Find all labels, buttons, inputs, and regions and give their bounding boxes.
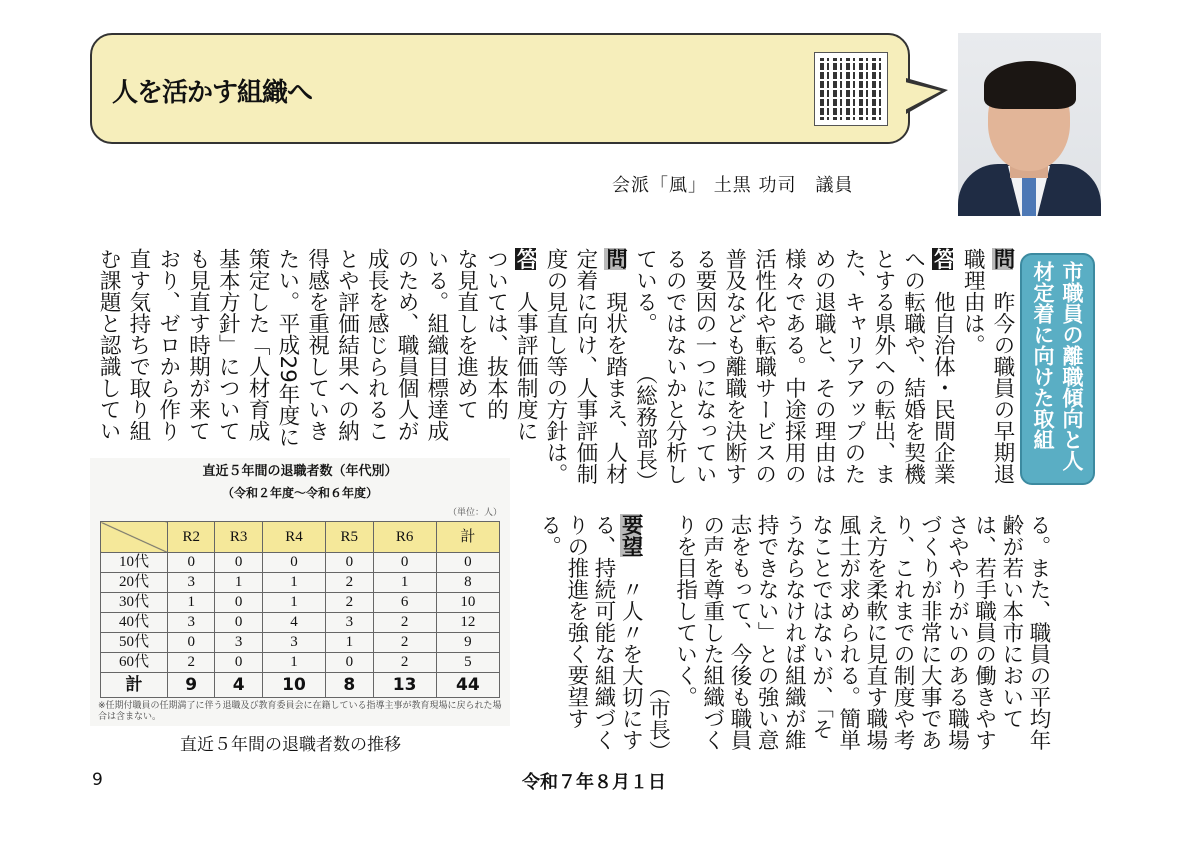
column-main	[506, 248, 539, 442]
text-column	[298, 248, 328, 450]
text-column	[536, 248, 569, 492]
table-cell: 1	[215, 573, 262, 593]
column-text: りを目指していく。	[672, 514, 698, 708]
table-cell: 6	[373, 593, 436, 613]
article-title	[1020, 253, 1095, 485]
column-text: 風土が求められる。簡単	[835, 514, 861, 751]
column-main	[832, 514, 859, 751]
column-main	[298, 248, 328, 442]
column-text: づくりが非常に大事であ	[917, 514, 943, 751]
text-column	[89, 248, 122, 450]
column-main	[596, 248, 626, 485]
column-text: さややりがいのある職場	[944, 514, 970, 751]
figure-subtitle: （令和２年度～令和６年度）	[221, 486, 378, 500]
column-header: R6	[373, 522, 436, 553]
column-main	[924, 248, 954, 485]
table-cell: 0	[436, 553, 499, 573]
retirement-table	[100, 521, 500, 698]
table-cell: 2	[373, 613, 436, 633]
text-column	[587, 514, 614, 762]
table-cell: 1	[262, 653, 325, 673]
column-main	[775, 248, 805, 485]
text-column	[655, 248, 688, 492]
column-main	[723, 514, 750, 751]
total-row	[101, 673, 500, 698]
question-marker: 問	[990, 248, 1015, 270]
column-text: うならなければ組織が維	[781, 514, 807, 751]
text-column	[886, 514, 916, 762]
total-cell: 13	[373, 673, 436, 698]
table-cell: 0	[215, 653, 262, 673]
column-text: なことではないが、「そ	[808, 514, 834, 740]
text-column	[940, 514, 970, 762]
row-label: 10代	[101, 553, 168, 573]
table-cell: 9	[436, 633, 499, 653]
text-column	[447, 248, 477, 450]
column-main	[804, 248, 837, 485]
text-column	[506, 248, 539, 450]
column-text: おり、ゼロから作り	[155, 248, 181, 442]
answer-marker: 答	[513, 248, 539, 270]
column-main	[913, 514, 943, 751]
column-main	[149, 248, 179, 442]
column-main	[967, 514, 997, 751]
table-cell: 0	[215, 613, 262, 633]
column-text: りの推進を強く要望す	[563, 514, 589, 729]
row-label: 50代	[101, 633, 168, 653]
column-text: の声を尊重した組織づく	[699, 514, 725, 751]
corner-cell	[101, 522, 168, 553]
column-text: 活性化や転職サービスの	[751, 248, 777, 485]
column-main	[859, 514, 886, 751]
column-main	[536, 248, 569, 485]
table-cell: 2	[326, 573, 373, 593]
total-cell: 44	[436, 673, 499, 698]
text-column	[668, 514, 698, 762]
column-main	[668, 514, 698, 708]
column-text: 度の見直し等の方針は。	[543, 248, 569, 485]
column-main	[655, 248, 688, 485]
table-cell: 8	[436, 573, 499, 593]
column-text: 人事評価制度に	[513, 291, 539, 442]
request-marker: 要望	[618, 514, 644, 557]
qr-code-icon[interactable]	[814, 52, 888, 126]
total-cell: 10	[262, 673, 325, 698]
author-name: 会派「風」 土黒 功司 議員	[612, 175, 854, 196]
column-text: 持できない」との強い意	[754, 514, 780, 751]
text-column	[641, 514, 671, 762]
table-cell: 2	[326, 593, 373, 613]
issue-date: 令和７年８月１日	[522, 772, 666, 793]
column-text: への転職や、結婚を契機	[900, 248, 926, 485]
column-header: R4	[262, 522, 325, 553]
table-cell: 0	[373, 553, 436, 573]
column-text: 策定した「人材育成	[245, 248, 271, 442]
text-column	[953, 248, 986, 492]
column-header: 計	[436, 522, 499, 553]
total-cell: 8	[326, 673, 373, 698]
column-main	[387, 248, 420, 442]
column-text: いる。組織目標達成	[423, 248, 449, 442]
table-cell: 0	[215, 553, 262, 573]
text-column	[804, 514, 834, 762]
column-text: とする県外への転出、ま	[870, 248, 896, 485]
column-text: ついては、抜本的	[483, 248, 509, 420]
column-main	[238, 248, 271, 442]
retirement-table-figure	[90, 458, 510, 726]
column-text: とや評価結果への納	[334, 248, 360, 442]
table-row	[101, 653, 500, 673]
table-cell: 0	[262, 553, 325, 573]
column-text: めの退職と、その理由は	[811, 248, 837, 485]
table-cell: 0	[326, 553, 373, 573]
table-cell: 3	[262, 633, 325, 653]
column-main	[777, 514, 807, 751]
speaker-attribution: （市長）	[645, 676, 671, 762]
table-cell: 5	[436, 653, 499, 673]
column-main	[626, 248, 656, 334]
article-body-bottom	[532, 514, 1049, 762]
column-text: 定着に向け、人事評価制	[572, 248, 598, 485]
table-cell: 1	[326, 633, 373, 653]
column-text: る、持続可能な組織づく	[591, 514, 616, 751]
column-main	[804, 514, 834, 740]
column-main	[417, 248, 447, 442]
table-cell: 2	[168, 653, 215, 673]
column-main	[179, 248, 209, 442]
column-main	[447, 248, 477, 420]
column-main	[1022, 514, 1049, 751]
text-column	[387, 248, 420, 450]
row-label: 40代	[101, 613, 168, 633]
column-text: たい。平成29年度に	[274, 248, 300, 448]
headline: 人を活かす組織へ	[112, 78, 313, 108]
text-column	[775, 248, 805, 492]
text-column	[614, 514, 644, 762]
text-column	[859, 514, 886, 762]
author-photo	[958, 33, 1101, 216]
column-text: る要因の一つになってい	[692, 248, 718, 485]
column-text: ている。	[632, 248, 658, 334]
text-column	[715, 248, 745, 492]
column-main	[886, 514, 916, 751]
column-text: るのではないかと分析し	[662, 248, 688, 485]
column-header: R2	[168, 522, 215, 553]
text-column	[750, 514, 780, 762]
text-column	[357, 248, 390, 450]
table-cell: 3	[168, 573, 215, 593]
row-label: 30代	[101, 593, 168, 613]
figure-note: ※任期付職員の任期満了に伴う退職及び教育委員会に在籍している指導主事が教育現場に戻られた場合は含まない。	[98, 701, 502, 722]
text-column	[983, 248, 1013, 492]
column-main	[834, 248, 867, 485]
table-cell: 4	[262, 613, 325, 633]
table-cell: 2	[373, 633, 436, 653]
text-column	[834, 248, 867, 492]
column-main	[685, 248, 718, 485]
column-text: る。また、職員の平均年	[1026, 514, 1051, 751]
table-row	[101, 553, 500, 573]
column-text: 齢が若い本市において	[998, 514, 1024, 729]
column-text: 職理由は。	[960, 248, 986, 356]
column-header: R3	[215, 522, 262, 553]
column-text: む課題と認識してい	[96, 248, 122, 442]
text-column	[685, 248, 718, 492]
table-cell: 0	[326, 653, 373, 673]
text-column	[566, 248, 596, 492]
total-cell: 9	[168, 673, 215, 698]
column-main	[89, 248, 122, 442]
table-cell: 3	[168, 613, 215, 633]
text-column	[238, 248, 271, 450]
column-main	[560, 514, 587, 729]
text-column	[777, 514, 807, 762]
column-text: 普及なども離職を決断す	[721, 248, 747, 485]
column-text: る。	[536, 514, 562, 557]
table-cell: 1	[262, 573, 325, 593]
table-cell: 12	[436, 613, 499, 633]
column-text: 直す気持ちで取り組	[125, 248, 151, 442]
column-main	[328, 248, 358, 442]
column-main	[750, 514, 780, 751]
table-cell: 3	[215, 633, 262, 653]
question-marker: 問	[602, 248, 628, 270]
column-main	[566, 248, 596, 485]
text-column	[913, 514, 943, 762]
column-main	[715, 248, 745, 485]
table-row	[101, 593, 500, 613]
table-cell: 10	[436, 593, 499, 613]
column-main	[208, 248, 241, 442]
column-main	[953, 248, 986, 356]
text-column	[417, 248, 447, 450]
text-column	[119, 248, 149, 450]
row-label: 60代	[101, 653, 168, 673]
column-main	[894, 248, 924, 485]
column-main	[940, 514, 970, 751]
table-row	[101, 633, 500, 653]
column-text: 様々である。中途採用の	[781, 248, 807, 485]
text-column	[924, 248, 954, 492]
figure-caption: 直近５年間の退職者数の推移	[180, 735, 401, 755]
column-main	[864, 248, 894, 485]
text-column	[328, 248, 358, 450]
column-text: 志をもって、今後も職員	[726, 514, 752, 751]
column-text: え方を柔軟に見直す職場	[862, 514, 888, 751]
column-text: のため、職員個人が	[394, 248, 420, 442]
column-text: 基本方針」について	[215, 248, 241, 442]
column-main	[587, 514, 614, 751]
figure-title: 直近５年間の退職者数（年代別）	[202, 464, 398, 479]
text-column	[626, 248, 656, 492]
column-main	[119, 248, 149, 442]
row-label: 20代	[101, 573, 168, 593]
column-text: も見直す時期が来て	[185, 248, 211, 442]
text-column	[179, 248, 209, 450]
text-column	[268, 248, 298, 450]
table-cell: 1	[373, 573, 436, 593]
table-cell: 1	[262, 593, 325, 613]
figure-unit: （単位：人）	[447, 508, 502, 518]
column-text: 昨今の職員の早期退	[990, 291, 1015, 485]
text-column	[477, 248, 507, 450]
column-header: R5	[326, 522, 373, 553]
text-column	[696, 514, 723, 762]
text-column	[967, 514, 997, 762]
column-text: た、キャリアアップのた	[841, 248, 867, 485]
table-header-row	[101, 522, 500, 553]
table-row	[101, 613, 500, 633]
column-main	[532, 514, 562, 557]
column-text: 得感を重視していき	[304, 248, 330, 442]
speaker-attribution: （総務部長）	[632, 363, 658, 492]
column-text: り、これまでの制度や考	[890, 514, 916, 751]
column-text: 現状を踏まえ、人材	[602, 291, 628, 485]
text-column	[149, 248, 179, 450]
column-main	[995, 514, 1022, 729]
column-main	[477, 248, 507, 420]
text-column	[864, 248, 894, 492]
column-text: 他自治体・民間企業	[930, 291, 956, 485]
column-text: 成長を感じられるこ	[364, 248, 390, 442]
table-row	[101, 573, 500, 593]
table-cell: 2	[373, 653, 436, 673]
column-text: 〃人〃を大切にす	[618, 578, 644, 751]
text-column	[745, 248, 775, 492]
table-cell: 0	[215, 593, 262, 613]
column-main	[696, 514, 723, 751]
column-main	[357, 248, 390, 442]
answer-marker: 答	[930, 248, 956, 270]
page-number: 9	[92, 770, 103, 790]
column-main	[268, 248, 298, 447]
text-column	[560, 514, 587, 762]
article-body-top	[89, 248, 1013, 492]
row-label: 計	[101, 673, 168, 698]
text-column	[723, 514, 750, 762]
text-column	[894, 248, 924, 492]
column-main	[983, 248, 1013, 485]
text-column	[995, 514, 1022, 762]
column-main	[745, 248, 775, 485]
total-cell: 4	[215, 673, 262, 698]
text-column	[804, 248, 837, 492]
text-column	[532, 514, 562, 762]
text-column	[1022, 514, 1049, 762]
table-cell: 0	[168, 633, 215, 653]
table-cell: 1	[168, 593, 215, 613]
column-text: は、若手職員の働きやす	[971, 514, 997, 751]
table-cell: 0	[168, 553, 215, 573]
table-cell: 3	[326, 613, 373, 633]
text-column	[596, 248, 626, 492]
text-column	[208, 248, 241, 450]
article-title-line: 市職員の離職傾向と人	[1060, 261, 1084, 471]
column-text: な見直しを進めて	[453, 248, 479, 420]
column-main	[614, 514, 644, 751]
text-column	[832, 514, 859, 762]
article-title-line: 材定着に向けた取組	[1031, 261, 1055, 450]
